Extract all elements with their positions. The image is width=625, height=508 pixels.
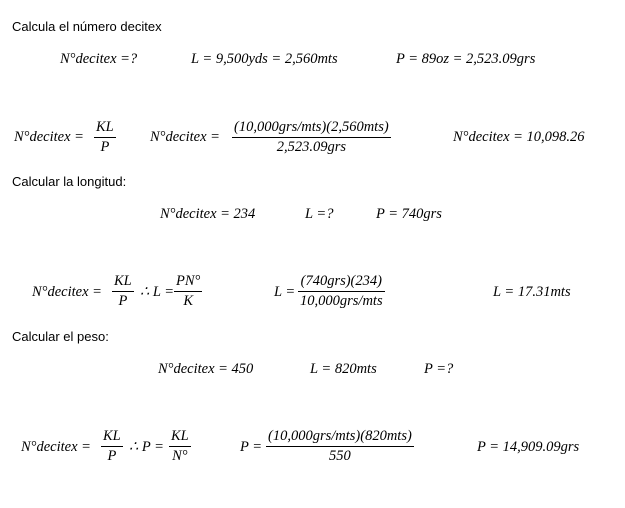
- formula-denominator-3b: N°: [169, 446, 191, 465]
- formula-therefore-3: ∴ P =: [129, 439, 164, 455]
- substitution-denominator-2: 10,000grs/mts: [300, 293, 383, 309]
- formula-denominator-1: P: [94, 137, 116, 156]
- section-2-heading: Calcular la longitud:: [12, 174, 127, 189]
- given-length-3: L = 820mts: [310, 361, 377, 377]
- substitution-numerator-3: (10,000grs/mts)(820mts): [268, 428, 412, 444]
- result-3: P = 14,909.09grs: [477, 439, 580, 455]
- substitution-fraction-3: [267, 428, 413, 465]
- formula-fraction-2b: [175, 273, 201, 310]
- substitution-denominator-3: 550: [266, 446, 414, 465]
- formula-numerator-1: KL: [96, 119, 114, 135]
- given-weight-2: P = 740grs: [376, 206, 442, 222]
- given-length-2: L =?: [305, 206, 334, 222]
- formula-denominator-2: P: [112, 291, 134, 310]
- substitution-numerator-2: (740grs)(234): [300, 273, 382, 289]
- substitution-lhs-3: P =: [240, 439, 263, 455]
- formula-fraction-1: [95, 119, 115, 156]
- substitution-fraction-2: [299, 273, 384, 310]
- section-1-heading: Calcula el número decitex: [12, 19, 162, 34]
- result-2: L = 17.31mts: [493, 284, 571, 300]
- given-weight-3: P =?: [424, 361, 454, 377]
- given-weight-1: P = 89oz = 2,523.09grs: [396, 51, 536, 67]
- formula-numerator-2: KL: [114, 273, 132, 289]
- formula-lhs-3: N°decitex =: [21, 439, 91, 455]
- formula-numerator-3b: KL: [171, 428, 189, 444]
- substitution-lhs-2: L =: [274, 284, 296, 300]
- substitution-denominator-1: 2,523.09grs: [232, 137, 391, 156]
- formula-denominator-3: P: [101, 446, 123, 465]
- given-decitex-3: N°decitex = 450: [158, 361, 254, 377]
- formula-numerator-2b: PN°: [176, 273, 201, 289]
- substitution-numerator-1: (10,000grs/mts)(2,560mts): [234, 119, 389, 135]
- formula-fraction-3: [102, 428, 122, 465]
- result-1: N°decitex = 10,098.26: [453, 129, 585, 145]
- formula-fraction-3b: [170, 428, 190, 465]
- formula-therefore-2: ∴ L =: [140, 284, 175, 300]
- formula-lhs-1: N°decitex =: [14, 129, 84, 145]
- given-length-1: L = 9,500yds = 2,560mts: [191, 51, 338, 67]
- formula-fraction-2: [113, 273, 133, 310]
- given-decitex-1: N°decitex =?: [60, 51, 138, 67]
- section-3-heading: Calcular el peso:: [12, 329, 109, 344]
- given-decitex-2: N°decitex = 234: [160, 206, 256, 222]
- substitution-fraction-1: [233, 119, 390, 156]
- formula-numerator-3: KL: [103, 428, 121, 444]
- formula-denominator-2b: K: [174, 291, 202, 310]
- substitution-lhs-1: N°decitex =: [150, 129, 220, 145]
- formula-lhs-2: N°decitex =: [32, 284, 102, 300]
